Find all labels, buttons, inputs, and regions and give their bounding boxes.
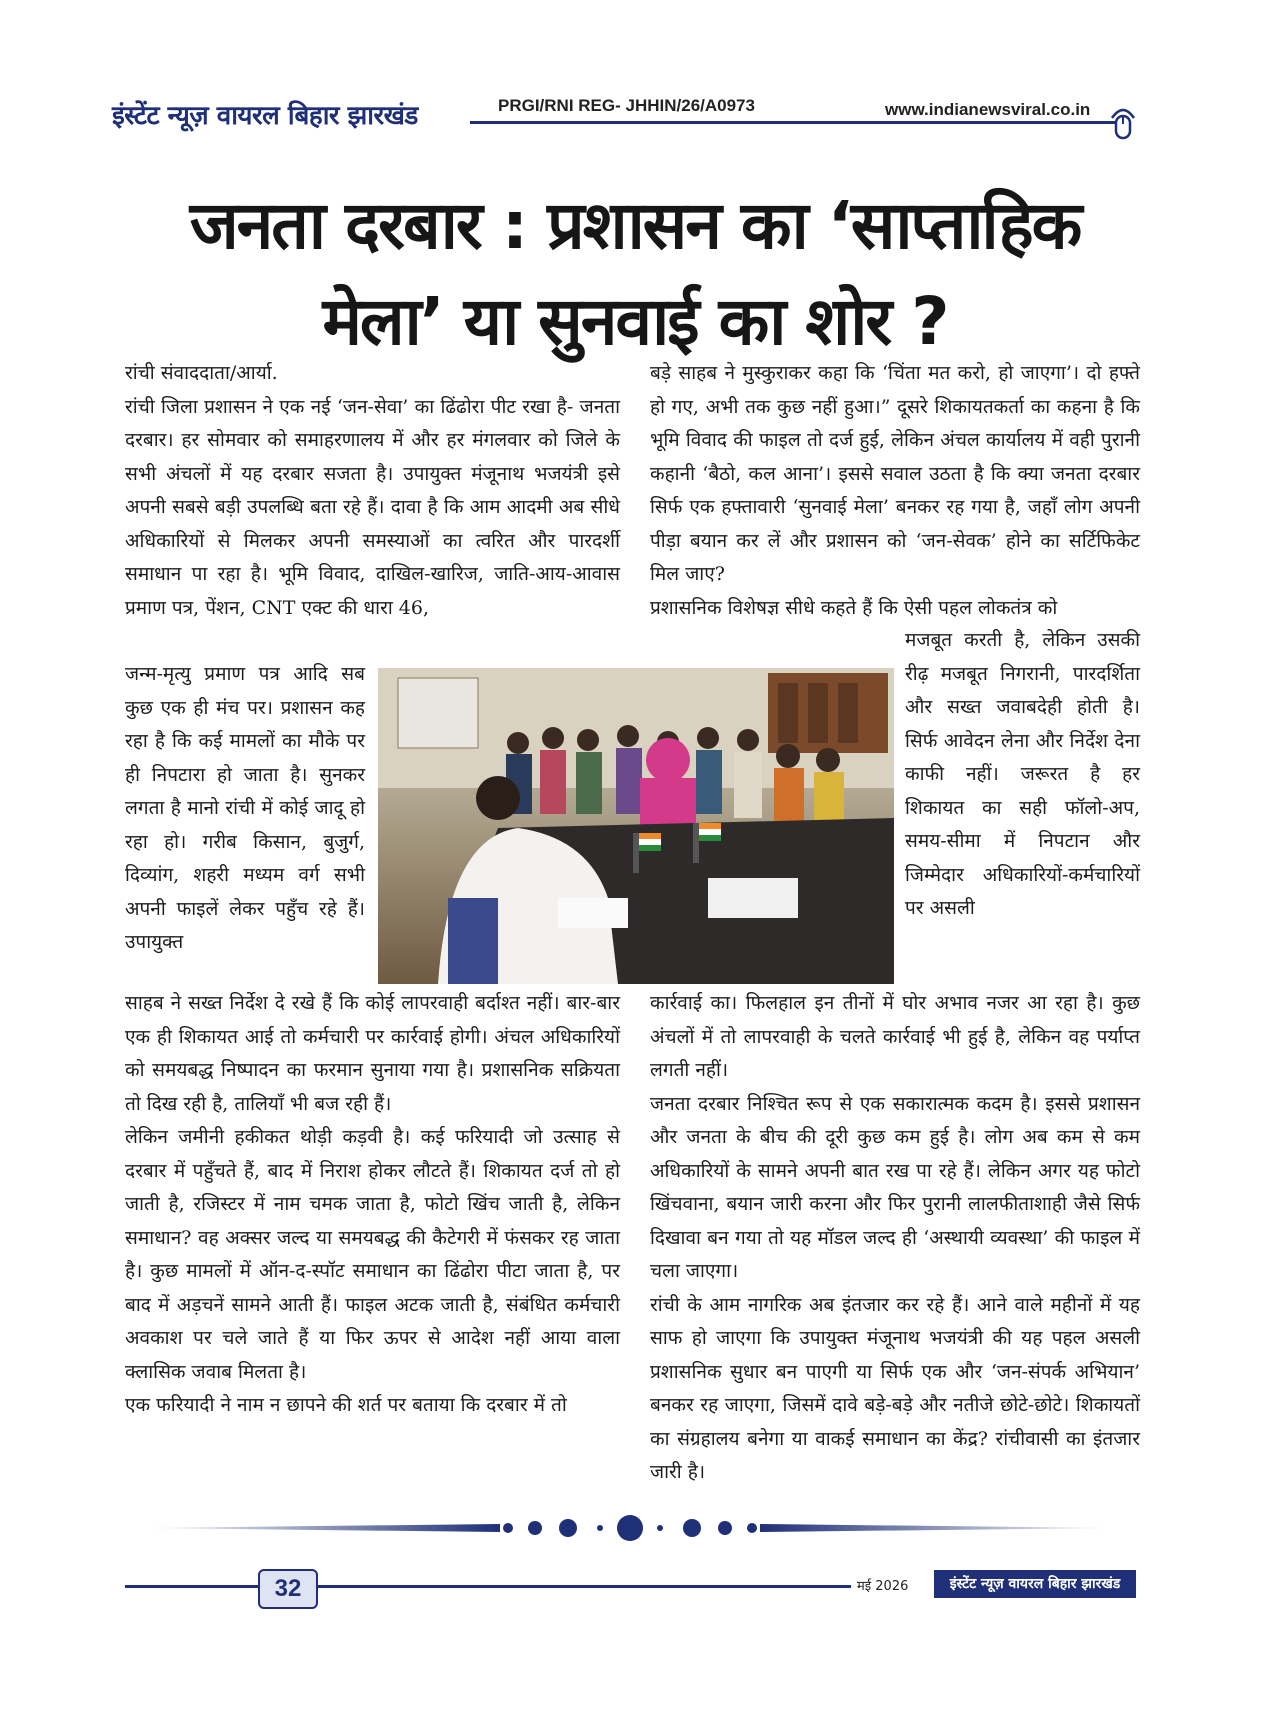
article-paragraph: प्रशासनिक विशेषज्ञ सीधे कहते हैं कि ऐसी पहल लोकतंत्र को — [650, 596, 1058, 619]
article-paragraph: कार्रवाई का। फिलहाल इन तीनों में घोर अभाव नजर आ रहा है। कुछ अंचलों में तो लापरवाही के चलते कार्रवाई भी हुई है, लेकिन वह पर्याप्त लगती नहीं। — [650, 992, 1140, 1081]
registration-number: PRGI/RNI REG- JHHIN/26/A0973 — [498, 96, 755, 115]
masthead-rule — [470, 121, 1126, 124]
article-column-left-top — [125, 357, 620, 625]
footer-rule-middle — [316, 1585, 851, 1588]
page-number: 32 — [258, 1569, 318, 1609]
masthead — [0, 0, 1268, 140]
janta-darbar-photo — [378, 668, 894, 984]
article-headline: जनता दरबार : प्रशासन का ‘साप्ताहिक मेला’ या सुनवाई का शोर ? — [189, 187, 1081, 360]
footer-publication-name: इंस्टेंट न्यूज़ वायरल बिहार झारखंड — [934, 1570, 1136, 1598]
article-paragraph: जनता दरबार निश्चित रूप से एक सकारात्मक कदम है। इससे प्रशासन और जनता के बीच की दूरी कुछ कम हुई है। लोग अब कम से कम अधिकारियों के सामने अपनी बात रख पा रहे हैं। लेकिन अगर यह फोटो खिंचवाना, बयान जारी करना और फिर पुरानी लालफीताशाही जैसे सिर्फ दिखावा बन गया तो यह मॉडल जल्द ही ‘अस्थायी व्यवस्था’ की फाइल में चला जाएगा। — [650, 1092, 1140, 1282]
article-column-left-wrap — [125, 658, 365, 960]
issue-date: मई 2026 — [857, 1579, 909, 1594]
masthead-title: इंस्टेंट न्यूज़ वायरल बिहार झारखंड — [112, 101, 418, 131]
article-byline: रांची संवाददाता/आर्या. — [125, 362, 278, 384]
article-column-right-bottom — [650, 987, 1140, 1490]
decorative-divider — [140, 1508, 1120, 1548]
article-paragraph: एक फरियादी ने नाम न छापने की शर्त पर बताया कि दरबार में तो — [125, 1394, 567, 1416]
article-paragraph: जन्म-मृत्यु प्रमाण पत्र आदि सब कुछ एक ही मंच पर। प्रशासन कह रहा है कि कई मामलों का मौके पर ही निपटारा हो जाता है। सुनकर लगता है मानो रांची में कोई जादू हो रहा हो। गरीब किसान, बुजुर्ग, दिव्यांग, शहरी मध्यम वर्ग सभी अपनी फाइलें लेकर पहुँच रहे हैं। उपायुक्त — [125, 663, 365, 953]
article-paragraph: बड़े साहब ने मुस्कुराकर कहा कि ‘चिंता मत करो, हो जाएगा’। दो हफ्ते हो गए, अभी तक कुछ नहीं हुआ।” दूसरे शिकायतकर्ता का कहना है कि भूमि विवाद की फाइल तो दर्ज हुई, लेकिन अंचल कार्यालय में वही पुरानी कहानी ‘बैठो, कल आना’। इससे सवाल उठता है कि क्या जनता दरबार सिर्फ एक हफ्तावारी ‘सुनवाई मेला’ बनकर रह गया है, जहाँ लोग अपनी पीड़ा बयान कर लें और प्रशासन को ‘जन-सेवक’ होने का सर्टिफिकेट मिल जाए? — [650, 362, 1140, 585]
website-url: www.indianewsviral.co.in — [885, 100, 1091, 119]
article-column-right-wrap — [905, 624, 1140, 926]
article-paragraph: मजबूत करती है, लेकिन उसकी रीढ़ मजबूत निगरानी, पारदर्शिता और सख्त जवाबदेही होती है। सिर्फ आवेदन लेना और निर्देश देना काफी नहीं। जरूरत है हर शिकायत का सही फॉलो-अप, समय-सीमा में निपटान और जिम्मेदार अधिकारियों-कर्मचारियों पर असली — [905, 629, 1140, 919]
mouse-icon — [1110, 104, 1136, 140]
article-column-left-bottom — [125, 987, 620, 1423]
article-photo — [378, 668, 894, 984]
footer-rule-left — [125, 1585, 258, 1588]
article-column-right-top — [650, 357, 1140, 625]
article-paragraph: रांची के आम नागरिक अब इंतजार कर रहे हैं। आने वाले महीनों में यह साफ हो जाएगा कि उपायुक्त मंजूनाथ भजयंत्री की यह पहल असली प्रशासनिक सुधार बन पाएगी या सिर्फ एक और ‘जन-संपर्क अभियान’ बनकर रह जाएगा, जिसमें दावे बड़े-बड़े और नतीजे छोटे-छोटे। शिकायतों का संग्रहालय बनेगा या वाकई समाधान का केंद्र? रांचीवासी का इंतजार जारी है। — [650, 1293, 1140, 1483]
article-paragraph: लेकिन जमीनी हकीकत थोड़ी कड़वी है। कई फरियादी जो उत्साह से दरबार में पहुँचते हैं, बाद में निराश होकर लौटते हैं। शिकायत दर्ज तो हो जाती है, रजिस्टर में नाम चमक जाता है, फोटो खिंच जाती है, लेकिन समाधान? वह अक्सर जल्द या समयबद्ध की कैटेगरी में फंसकर रह जाता है। कुछ मामलों में ऑन-द-स्पॉट समाधान का ढिंढोरा पीटा जाता है, पर बाद में अड़चनें सामने आती हैं। फाइल अटक जाती है, संबंधित कर्मचारी अवकाश पर चले जाते हैं या फिर ऊपर से आदेश नहीं आया वाला क्लासिक जवाब मिलता है। — [125, 1126, 620, 1383]
article-paragraph: रांची जिला प्रशासन ने एक नई ‘जन-सेवा’ का ढिंढोरा पीट रखा है- जनता दरबार। हर सोमवार को समाहरणालय में और हर मंगलवार को जिले के सभी अंचलों में यह दरबार सजता है। उपायुक्त मंजूनाथ भजयंत्री इसे अपनी सबसे बड़ी उपलब्धि बता रहे हैं। दावा है कि आम आदमी अब सीधे अधिकारियों से मिलकर अपनी समस्याओं का त्वरित और पारदर्शी समाधान पा रहा है। भूमि विवाद, दाखिल-खारिज, जाति-आय-आवास प्रमाण पत्र, पेंशन, CNT एक्ट की धारा 46, — [125, 395, 620, 619]
article-paragraph: साहब ने सख्त निर्देश दे रखे हैं कि कोई लापरवाही बर्दाश्त नहीं। बार-बार एक ही शिकायत आई तो कर्मचारी पर कार्रवाई होगी। अंचल अधिकारियों को समयबद्ध निष्पादन का फरमान सुनाया गया है। प्रशासनिक सक्रियता तो दिख रही है, तालियाँ भी बज रही हैं। — [125, 992, 620, 1115]
